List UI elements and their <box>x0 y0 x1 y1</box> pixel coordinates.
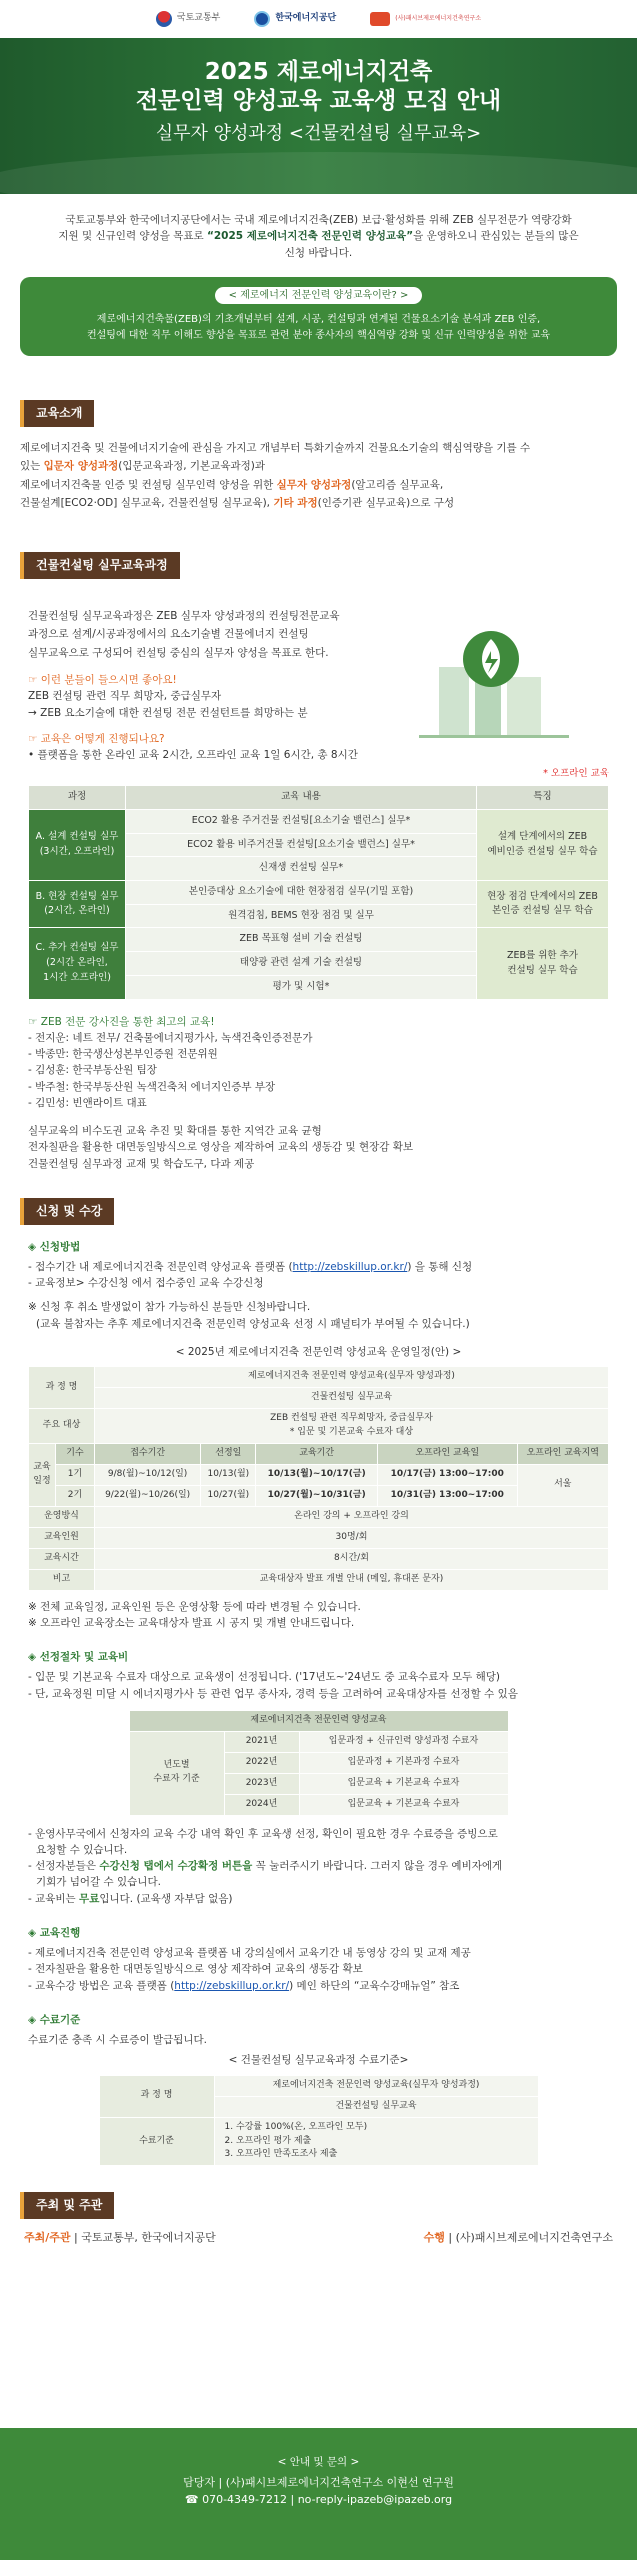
sched-head: 기수 <box>56 1443 95 1464</box>
section-apply-body <box>20 1239 617 2167</box>
sched-cell: 10/27(월) <box>201 1485 256 1506</box>
curriculum-head-feature: 특징 <box>477 786 609 810</box>
completion-course-v1: 제로에너지건축 전문인력 양성교육(실무자 양성과정) <box>214 2075 538 2096</box>
hero-title-2: 전문인력 양성교육 교육생 모집 안내 <box>135 87 502 114</box>
completion-std-item: 1. 수강률 100%(온, 오프라인 모두) <box>224 2121 368 2132</box>
course-c-name: C. 추가 컨설팅 실무 <box>35 942 119 954</box>
section-host-title: 주최 및 주관 <box>20 2192 114 2219</box>
logo-molit-text: 국토교통부 <box>176 13 221 24</box>
sel-l4c: 꼭 눌러주시기 바랍니다. 그러지 않을 경우 예비자에게 <box>252 1860 503 1873</box>
exec-label: 수행 <box>423 2231 445 2244</box>
course-a-time: (3시간, 오프라인) <box>39 845 115 857</box>
logo-bar <box>0 0 637 38</box>
course-b-feat-1: 현장 점검 단계에서의 ZEB <box>487 890 598 902</box>
sched-target-value <box>94 1409 608 1444</box>
section-intro-title: 교육소개 <box>20 400 94 427</box>
selection-year: 2022년 <box>224 1752 299 1773</box>
curriculum-table <box>28 785 609 999</box>
lecturers-list <box>28 1030 609 1111</box>
sched-region: 서울 <box>517 1464 608 1506</box>
selection-year: 2021년 <box>224 1731 299 1752</box>
hero-banner <box>0 38 637 194</box>
section-consulting-body <box>20 607 617 1172</box>
sec1-line-1: 제로에너지건축 및 건물에너지기술에 관심을 가지고 개념부터 특화기술까지 건물요소기술의 핵심역량을 기를 수 <box>20 441 531 454</box>
sched-etc-label: 비고 <box>29 1569 95 1590</box>
intro-line-3: 신청 바랍니다. <box>284 246 353 259</box>
molit-emblem-icon <box>156 11 172 27</box>
sched-target-v2: * 입문 및 기본교육 수료자 대상 <box>289 1427 414 1438</box>
selection-label-1: 년도별 <box>163 1760 190 1771</box>
course-b <box>29 881 126 928</box>
selection-head: 제로에너지건축 전문인력 양성교육 <box>129 1710 508 1731</box>
course-c-item: ZEB 목표형 설비 기술 컨설팅 <box>126 928 477 952</box>
sched-head: 선정일 <box>201 1443 256 1464</box>
sched-etc-value: 교육대상자 발표 개별 안내 (메일, 휴대폰 문자) <box>94 1569 608 1590</box>
section-intro <box>20 400 617 512</box>
hero-subtitle: 실무자 양성과정 <건물컨설팅 실무교육> <box>155 122 482 144</box>
sched-note-2: ※ 오프라인 교육장소는 교육대상자 발표 시 공지 및 개별 안내드립니다. <box>28 1616 355 1629</box>
selection-heading: ◈ 선정절차 및 교육비 <box>28 1651 129 1664</box>
completion-heading: ◈ 수료기준 <box>28 2013 81 2026</box>
selection-line-5 <box>28 1891 609 1907</box>
section-host <box>20 2192 617 2246</box>
selection-line-4 <box>28 1858 609 1874</box>
course-c-item: 태양광 관련 설계 기술 컨설팅 <box>126 952 477 976</box>
course-b-time: (2시간, 온라인) <box>44 905 110 917</box>
prog-l3a: - 교육수강 방법은 교육 플랫폼 ( <box>28 1979 175 1992</box>
intro-text <box>0 194 637 261</box>
intro-line-2 <box>26 228 611 244</box>
schedule-title: < 2025년 제로에너지건축 전문인력 양성교육 운영일정(안) > <box>175 1345 462 1358</box>
consulting-lead-3: 실무교육으로 구성되어 컨설팅 중심의 실무자 양성을 목표로 한다. <box>28 646 329 659</box>
sched-time-value: 8시간/회 <box>94 1548 608 1569</box>
tail-item: 건물컨설팅 실무과정 교재 및 학습도구, 다과 제공 <box>28 1157 255 1170</box>
sched-cell: 9/8(월)~10/12(일) <box>94 1464 200 1485</box>
course-c-item: 평가 및 시험* <box>126 975 477 999</box>
sched-cell: 9/22(월)~10/26(일) <box>94 1485 200 1506</box>
selection-line-4d: 기회가 넘어갈 수 있습니다. <box>36 1876 161 1889</box>
progress-line-2: - 전자칠판을 활용한 대면동일방식으로 영상 제작하여 교육의 생동감 확보 <box>28 1963 363 1976</box>
prog-l3b: ) 메인 하단의 “교육수강매뉴얼” 참조 <box>289 1979 460 1992</box>
section-consulting <box>20 552 617 1172</box>
tail-item: 실무교육의 비수도권 교육 추진 및 확대를 통한 지역간 교육 균형 <box>28 1125 322 1138</box>
sec1-line-3 <box>20 476 617 494</box>
sched-label: 교육일정 <box>29 1443 56 1506</box>
logo-ipazeb <box>370 12 481 26</box>
host-left: 주최/주관 | 국토교통부, 한국에너지공단 <box>24 2231 216 2244</box>
progress-line-3 <box>28 1978 609 1994</box>
host-label: 주최/주관 <box>24 2231 71 2244</box>
host-right: 수행 | (사)패시브제로에너지건축연구소 <box>423 2231 613 2244</box>
contact-footer <box>0 2428 637 2560</box>
course-b-item: 원격검침, BEMS 현장 점검 및 실무 <box>126 904 477 928</box>
course-c-time: (2시간 온라인, <box>46 957 108 969</box>
completion-table-title: < 건물컨설팅 실무교육과정 수료기준> <box>228 2054 409 2067</box>
platform-link[interactable]: http://zebskillup.or.kr/ <box>292 1260 408 1273</box>
apply-line-1b: ) 을 통해 신청 <box>407 1260 473 1273</box>
course-b-feat-2: 본인증 컨설팅 실무 학습 <box>492 905 593 917</box>
course-c-feat-2: 컨설팅 실무 학습 <box>507 964 578 976</box>
sched-people-value: 30명/회 <box>94 1527 608 1548</box>
progress-heading: ◈ 교육진행 <box>28 1926 81 1939</box>
sec1-l4a: 건물설계[ECO2·OD] 실무교육, 건물컨설팅 실무교육), <box>20 497 274 510</box>
intro-line-2c: 을 운영하오니 관심있는 분들의 많은 <box>413 230 579 243</box>
sched-note-1: ※ 전체 교육일정, 교육인원 등은 운영상황 등에 따라 변경될 수 있습니다. <box>28 1600 361 1613</box>
course-c-feat-1: ZEB를 위한 추가 <box>507 949 578 961</box>
completion-table <box>99 2075 539 2167</box>
sec1-l2b: 입문자 양성과정 <box>43 460 119 473</box>
sched-method-label: 운영방식 <box>29 1506 95 1527</box>
section-apply-title: 신청 및 수강 <box>20 1198 114 1225</box>
completion-std-item: 3. 오프라인 만족도조사 제출 <box>224 2149 338 2160</box>
sched-head: 교육기간 <box>256 1443 378 1464</box>
consulting-illustration-icon <box>399 607 579 757</box>
completion-std-value <box>214 2117 538 2166</box>
sec1-l3b: 실무자 양성과정 <box>276 478 352 491</box>
hero-decoration <box>0 152 637 194</box>
completion-course-label: 과 정 명 <box>99 2075 214 2117</box>
section-consulting-title: 건물컨설팅 실무교육과정 <box>20 552 180 579</box>
logo-kea <box>254 11 336 27</box>
sched-course-v2: 건물컨설팅 실무교육 <box>94 1388 608 1409</box>
sched-head: 접수기간 <box>94 1443 200 1464</box>
who-line-1: ZEB 컨설팅 관련 직무 희망자, 중급실무자 <box>28 690 222 703</box>
curriculum-head-content: 교육 내용 <box>126 786 477 810</box>
logo-molit <box>156 11 220 27</box>
how-proceed: ☞ 교육은 어떻게 진행되나요? <box>28 732 165 745</box>
completion-line-1: 수료기준 충족 시 수료증이 발급됩니다. <box>28 2034 207 2047</box>
about-pill: < 제로에너지 전문인력 양성교육이란? > <box>215 287 423 305</box>
who-should-attend: ☞ 이런 분들이 들으시면 좋아요! <box>28 674 177 687</box>
sched-target-v1: ZEB 컨설팅 관련 직무희망자, 중급실무자 <box>270 1413 433 1424</box>
contact-phone-email[interactable]: ☎ 070-4349-7212 | no-reply-ipazeb@ipazeb.org <box>184 2493 453 2507</box>
lecturer-item: - 김민성: 빈앤라이트 대표 <box>28 1096 147 1109</box>
contact-title: < 안내 및 문의 > <box>277 2456 360 2468</box>
lecturers-title: ☞ ZEB 전문 강사진을 통한 최고의 교육! <box>28 1015 215 1028</box>
course-a <box>29 809 126 880</box>
tail-item: 전자칠판을 활용한 대면동일방식으로 영상을 제작하여 교육의 생동감 및 현장감 확보 <box>28 1141 414 1154</box>
sec1-l3a: 제로에너지건축물 인증 및 컨설팅 실무인력 양성을 위한 <box>20 478 277 491</box>
consulting-tail <box>28 1123 609 1172</box>
apply-line-4: (교육 불참자는 추후 제로에너지건축 전문인력 양성교육 선정 시 패널티가 부여될 수 있습니다.) <box>36 1317 470 1330</box>
intro-program-name: “2025 제로에너지건축 전문인력 양성교육” <box>206 230 414 243</box>
sched-course-label: 과 정 명 <box>29 1367 95 1409</box>
completion-std-item: 2. 오프라인 평가 제출 <box>224 2135 312 2146</box>
course-c-feature <box>477 928 609 999</box>
course-c-time-2: 1시간 오프라인) <box>43 971 111 983</box>
curriculum-head-course: 과정 <box>29 786 126 810</box>
selection-year: 2023년 <box>224 1773 299 1794</box>
sched-people-label: 교육인원 <box>29 1527 95 1548</box>
course-b-feature <box>477 881 609 928</box>
sched-course-v1: 제로에너지건축 전문인력 양성교육(실무자 양성과정) <box>94 1367 608 1388</box>
section-apply <box>20 1198 617 2166</box>
sec1-line-4 <box>20 494 617 512</box>
sched-cell: 1기 <box>56 1464 95 1485</box>
sel-l5b: 무료 <box>79 1892 100 1905</box>
apply-line-3: ※ 신청 후 취소 발생없이 참가 가능하신 분들만 신청바랍니다. <box>28 1301 311 1314</box>
selection-line-1: - 입문 및 기본교육 수료자 대상으로 교육생이 선정됩니다. ('17년도~'24년도 중 교육수료자 모두 해당) <box>28 1671 500 1684</box>
exec-value: (사)패시브제로에너지건축연구소 <box>455 2231 613 2244</box>
course-a-feature <box>477 809 609 880</box>
sec1-line-2 <box>20 457 617 475</box>
sec1-l4c: (인증기관 실무교육)으로 구성 <box>317 497 455 510</box>
schedule-table <box>28 1366 609 1590</box>
course-a-item: ECO2 활용 비주거건물 컨설팅[요소기술 밸런스] 실무* <box>126 833 477 857</box>
intro-line-2a: 지원 및 신규인력 양성을 목표로 <box>58 230 207 243</box>
progress-line-1: - 제로에너지건축 전문인력 양성교육 플랫폼 내 강의실에서 교육기간 내 동영상 강의 및 교재 제공 <box>28 1947 471 1960</box>
course-a-feat-1: 설계 단계에서의 ZEB <box>497 831 588 843</box>
course-c <box>29 928 126 999</box>
completion-std-label: 수료기준 <box>99 2117 214 2166</box>
selection-criteria: 입문과정 + 기본과정 수료자 <box>299 1752 508 1773</box>
contact-person: 담당자 | (사)패시브제로에너지건축연구소 이현선 연구원 <box>183 2476 454 2490</box>
intro-line-1: 국토교통부와 한국에너지공단에서는 국내 제로에너지건축(ZEB) 보급·활성화를 위해 ZEB 실무전문가 역량강화 <box>65 214 572 226</box>
sec1-l2c: (입문교육과정, 기본교육과정)과 <box>118 460 266 473</box>
logo-ipazeb-text: (사)패시브제로에너지건축연구소 <box>395 15 482 23</box>
sec1-l3c: (알고리즘 실무교육, <box>351 478 444 491</box>
kea-emblem-icon <box>254 11 270 27</box>
sel-l5c: 입니다. (교육생 자부담 없음) <box>99 1892 233 1905</box>
sched-cell: 10/13(월) <box>201 1464 256 1485</box>
course-a-name: A. 설계 컨설팅 실무 <box>35 831 119 843</box>
sched-cell: 10/27(월)~10/31(금) <box>256 1485 378 1506</box>
apply-line-1a: - 접수기간 내 제로에너지건축 전문인력 양성교육 플랫폼 ( <box>28 1260 293 1273</box>
offline-note: * 오프라인 교육 <box>543 768 609 780</box>
course-a-item: ECO2 활용 주거건물 컨설팅[요소기술 밸런스] 실무* <box>126 809 477 833</box>
course-b-name: B. 현장 컨설팅 실무 <box>35 890 119 902</box>
consulting-lead <box>28 607 388 662</box>
host-value: 국토교통부, 한국에너지공단 <box>81 2231 216 2244</box>
sec1-l2a: 있는 <box>20 460 44 473</box>
about-box <box>20 277 617 357</box>
ipazeb-emblem-icon <box>370 12 390 26</box>
sched-cell: 10/31(금) 13:00~17:00 <box>378 1485 518 1506</box>
sel-l4a: - 선정자분들은 <box>28 1860 100 1873</box>
who-line-2: → ZEB 요소기술에 대한 컨설팅 전문 컨설턴트를 희망하는 분 <box>28 706 308 719</box>
sec1-l4b: 기타 과정 <box>273 497 318 510</box>
selection-line-3b: 요청할 수 있습니다. <box>36 1843 128 1856</box>
section-intro-body <box>20 439 617 513</box>
course-a-item: 신재생 컨설팅 실무* <box>126 857 477 881</box>
apply-method-heading: ◈ 신청방법 <box>28 1240 81 1253</box>
sel-l5a: - 교육비는 <box>28 1892 80 1905</box>
selection-criteria: 입문교육 + 기본교육 수료자 <box>299 1794 508 1815</box>
course-a-feat-2: 예비인증 컨설팅 실무 학습 <box>487 845 598 857</box>
consulting-lead-2: 과정으로 설계/시공과정에서의 요소기술별 건물에너지 컨설팅 <box>28 628 309 641</box>
course-b-item: 본인증대상 요소기술에 대한 현장점검 실무(기밀 포함) <box>126 881 477 905</box>
host-row <box>20 2229 617 2246</box>
consulting-lead-1: 건물컨설팅 실무교육과정은 ZEB 실무자 양성과정의 컨설팅전문교육 <box>28 609 340 622</box>
sched-head: 오프라인 교육지역 <box>517 1443 608 1464</box>
about-line-1: 제로에너지건축물(ZEB)의 기초개념부터 설계, 시공, 컨설팅과 연계된 건물요소기술 분석과 ZEB 인증, <box>96 314 541 326</box>
selection-label-2: 수료자 기준 <box>153 1774 200 1785</box>
sched-cell: 10/13(월)~10/17(금) <box>256 1464 378 1485</box>
selection-label <box>129 1731 224 1815</box>
selection-line-3: - 운영사무국에서 신청자의 교육 수강 내역 확인 후 교육생 선정, 확인이 필요한 경우 수료증을 증빙으로 <box>28 1827 498 1840</box>
platform-link-2[interactable]: http://zebskillup.or.kr/ <box>174 1979 290 1992</box>
logo-kea-text: 한국에너지공단 <box>275 13 337 24</box>
selection-table <box>129 1710 509 1816</box>
about-line-2: 컨설팅에 대한 직무 이해도 향상을 목표로 관련 분야 종사자의 핵심역량 강화 및 신규 인력양성을 위한 교육 <box>86 330 551 342</box>
lecturer-item: - 전지운: 네트 전무/ 건축물에너지평가사, 녹색건축인증전문가 <box>28 1031 313 1044</box>
sched-cell: 10/17(금) 13:00~17:00 <box>378 1464 518 1485</box>
selection-criteria: 입문교육 + 기본교육 수료자 <box>299 1773 508 1794</box>
lecturer-item: - 김성훈: 한국부동산원 팀장 <box>28 1064 157 1077</box>
apply-line-2: - 교육정보> 수강신청 에서 접수중인 교육 수강신청 <box>28 1277 264 1290</box>
sched-target-label: 주요 대상 <box>29 1409 95 1444</box>
lecturer-item: - 박종만: 한국생산성본부인증원 전문위원 <box>28 1048 218 1061</box>
selection-criteria: 입문과정 + 신규인력 양성과정 수료자 <box>299 1731 508 1752</box>
hero-title-1: 2025 제로에너지건축 <box>204 59 433 85</box>
sched-method-value: 온라인 강의 + 오프라인 강의 <box>94 1506 608 1527</box>
apply-line-1 <box>28 1259 609 1275</box>
how-line-1: • 플랫폼을 통한 온라인 교육 2시간, 오프라인 교육 1일 6시간, 총 8시간 <box>28 749 358 762</box>
selection-year: 2024년 <box>224 1794 299 1815</box>
lecturer-item: - 박주철: 한국부동산원 녹색건축처 에너지인증부 부장 <box>28 1080 276 1093</box>
selection-line-2: - 단, 교육정원 미달 시 에너지평가사 등 관련 업무 종사자, 경력 등을 고려하여 교육대상자를 선정할 수 있음 <box>28 1687 518 1700</box>
sel-l4b: 수강신청 탭에서 수강확정 버튼을 <box>99 1860 253 1873</box>
completion-course-v2: 건물컨설팅 실무교육 <box>214 2096 538 2117</box>
sched-cell: 2기 <box>56 1485 95 1506</box>
sched-head: 오프라인 교육일 <box>378 1443 518 1464</box>
sched-time-label: 교육시간 <box>29 1548 95 1569</box>
